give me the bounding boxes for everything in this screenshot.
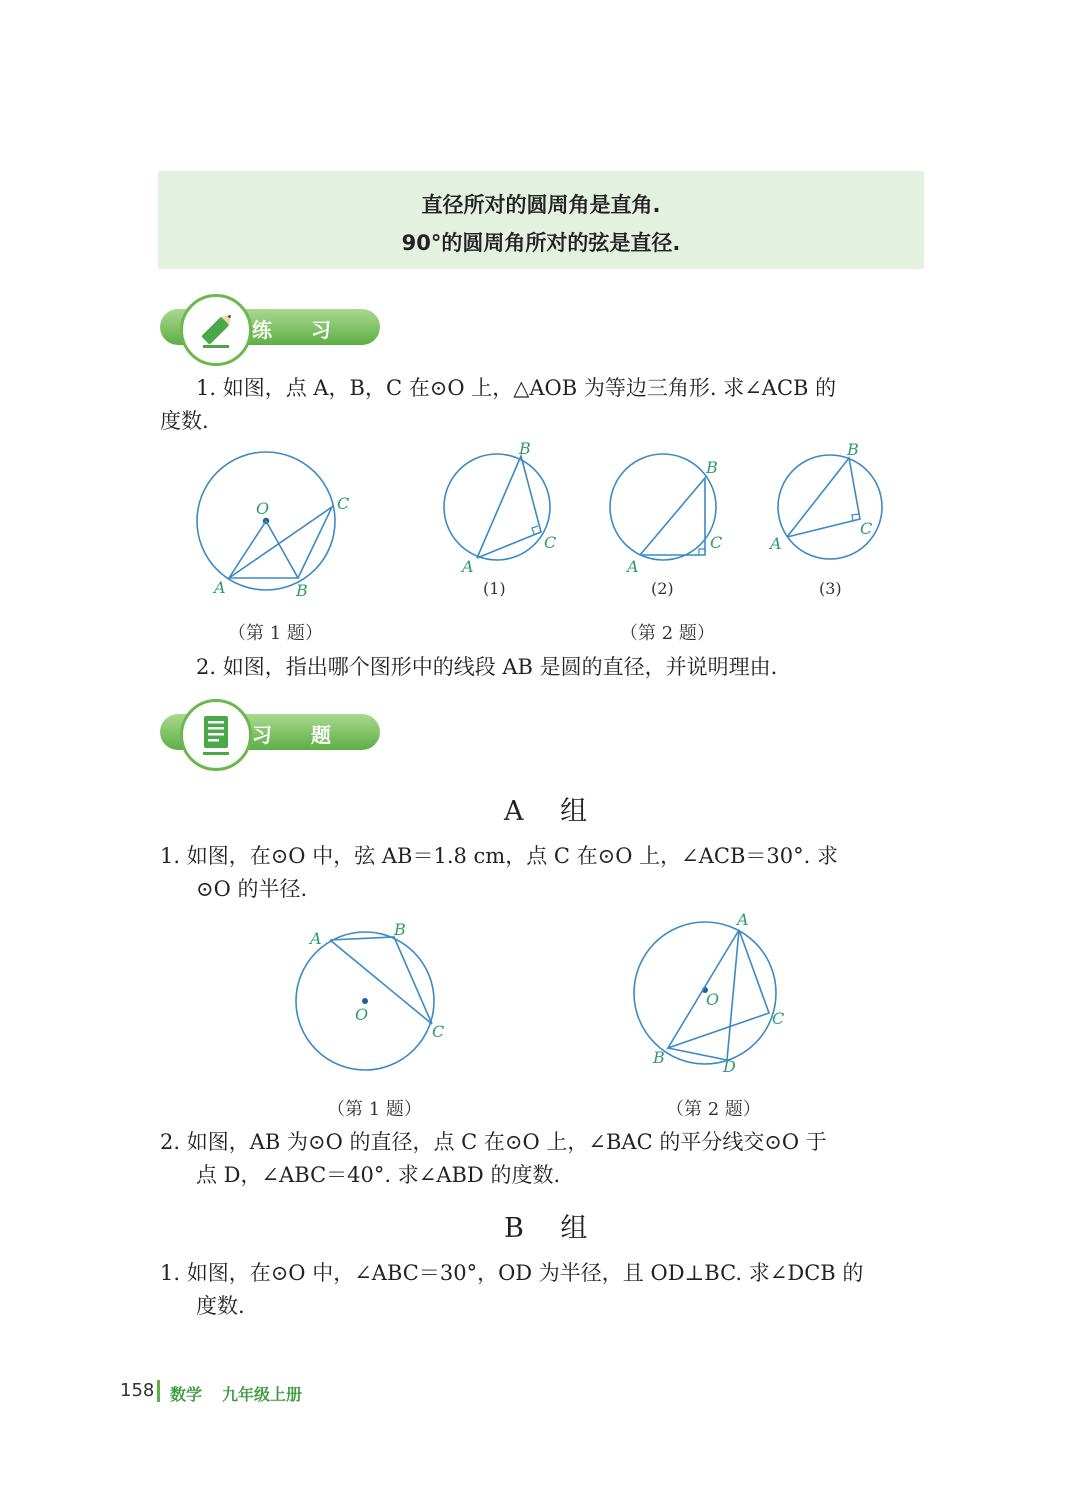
- footer-subject: 数学: [170, 1385, 203, 1404]
- group-a-title: A 组: [504, 796, 602, 827]
- label-O: O: [256, 499, 270, 518]
- notebook-icon: [183, 702, 249, 768]
- page-number: 158: [120, 1380, 155, 1401]
- label-A: A: [770, 534, 782, 553]
- exercise-a-fig1-diagram: [296, 920, 444, 1070]
- label-C: C: [772, 1009, 785, 1028]
- label-C: C: [710, 533, 723, 552]
- label-B: B: [394, 920, 406, 939]
- sub-caption-3: (3): [819, 579, 842, 598]
- practice-header-label: 练 习: [252, 318, 347, 342]
- label-B: B: [296, 581, 308, 600]
- exercise-a2-line2: 点 D，∠ABC＝40°. 求∠ABD 的度数.: [196, 1163, 561, 1187]
- footer-book: 九年级上册: [222, 1385, 303, 1404]
- exercise-a-fig2-diagram: [634, 910, 784, 1076]
- label-C: C: [544, 533, 557, 552]
- label-B: B: [847, 440, 859, 459]
- exercise-a-fig1-caption: （第 1 题）: [327, 1099, 422, 1120]
- exercise-b1-line2: 度数.: [196, 1294, 245, 1318]
- label-C: C: [432, 1022, 445, 1041]
- label-A: A: [462, 557, 474, 576]
- label-A: A: [737, 910, 749, 929]
- footer-divider: [157, 1380, 160, 1402]
- sub-caption-1: (1): [483, 579, 506, 598]
- exercise-b1-line1: 1. 如图，在⊙O 中，∠ABC＝30°，OD 为半径，且 OD⊥BC. 求∠DCB 的: [160, 1261, 864, 1285]
- label-B: B: [653, 1048, 665, 1067]
- exercise-a1-line1: 1. 如图，在⊙O 中，弦 AB＝1.8 cm，点 C 在⊙O 上，∠ACB＝30°. 求: [160, 844, 838, 868]
- label-A: A: [310, 929, 322, 948]
- label-O: O: [355, 1005, 369, 1024]
- label-B: B: [519, 439, 531, 458]
- notebook-badge: [180, 699, 252, 771]
- practice-fig2-sub2: [610, 454, 722, 576]
- exercise-a-fig2-caption: （第 2 题）: [666, 1099, 761, 1120]
- label-B: B: [706, 458, 718, 477]
- label-A: A: [214, 578, 226, 597]
- practice-fig2-sub1: [444, 439, 556, 576]
- practice-fig1-caption: （第 1 题）: [228, 623, 323, 644]
- practice-q2: 2. 如图，指出哪个图形中的线段 AB 是圆的直径，并说明理由.: [196, 655, 778, 679]
- theorem-line-2: 90°的圆周角所对的弦是直径.: [401, 231, 681, 255]
- label-C: C: [860, 519, 873, 538]
- exercise-a1-line2: ⊙O 的半径.: [196, 877, 308, 901]
- practice-fig1-diagram: [197, 452, 349, 600]
- label-D: D: [723, 1057, 736, 1076]
- practice-q1-line2: 度数.: [160, 409, 209, 433]
- practice-fig2-caption: （第 2 题）: [620, 623, 715, 644]
- exercise-a2-line1: 2. 如图，AB 为⊙O 的直径，点 C 在⊙O 上，∠BAC 的平分线交⊙O 于: [160, 1130, 827, 1154]
- practice-q1-line1: 1. 如图，点 A，B，C 在⊙O 上，△AOB 为等边三角形. 求∠ACB 的: [196, 376, 837, 400]
- label-A: A: [627, 557, 639, 576]
- label-C: C: [337, 494, 350, 513]
- sub-caption-2: (2): [651, 579, 674, 598]
- practice-fig2-sub3: [768, 440, 882, 559]
- exercise-header-label: 习 题: [252, 723, 347, 747]
- group-b-title: B 组: [504, 1213, 602, 1244]
- theorem-line-1: 直径所对的圆周角是直角.: [421, 193, 661, 217]
- label-O: O: [706, 990, 720, 1009]
